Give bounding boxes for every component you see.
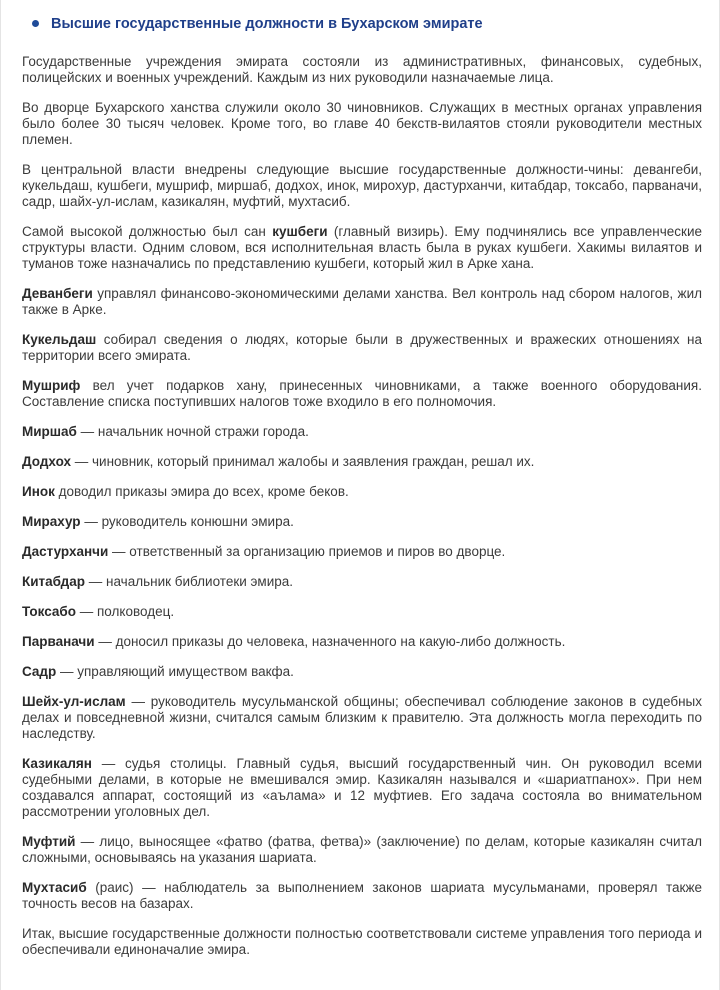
position-description: управлял финансово-экономическими делами ханства. Вел контроль над сбором налогов, жил также в Арке. (22, 286, 702, 317)
position-paragraph (22, 756, 702, 820)
bullet-dot-icon (32, 20, 39, 27)
position-term: Садр (22, 664, 57, 679)
position-term: Додхох (22, 454, 72, 469)
position-paragraph (22, 514, 702, 530)
position-term: Муфтий (22, 834, 76, 849)
position-description: — доносил приказы до человека, назначенного на какую-либо должность. (94, 634, 566, 649)
position-paragraph (22, 834, 702, 866)
position-term: Китабдар (22, 574, 85, 589)
position-description: — лицо, выносящее «фатво (фатва, фетва)» (заключение) по делам, которые казикалян считал сложными, основываясь на указания шариата. (22, 834, 702, 865)
paragraph-text: (главный визирь). Ему подчинялись все управленческие структуры власти. Одним словом, вся исполнительная власть была в руках кушбеги. Хакимы вилаятов и туманов тоже назначались по представлению кушбеги, который жил в Арке хана. (22, 224, 702, 271)
position-term: Казикалян (22, 756, 92, 771)
position-paragraph (22, 664, 702, 680)
position-description: — судья столицы. Главный судья, высший государственный чин. Он руководил всеми судебными делами, в которые не вмешивался эмир. Казикалян назывался и «шариатпанох». При нем создавался аппарат, состоящий из «аълама» и 12 муфтиев. Его задача состояла во внимательном рассмотрении уголовных дел. (22, 756, 702, 819)
intro-paragraph: Государственные учреждения эмирата состояли из административных, финансовых, судебных, полицейских и военных учреждений. Каждым из них руководили назначаемые лица. (22, 54, 702, 85)
position-description: — руководитель конюшни эмира. (80, 514, 294, 529)
position-paragraph (22, 454, 702, 470)
intro-paragraph: Во дворце Бухарского ханства служили около 30 чиновников. Служащих в местных органах управления было более 30 тысяч человек. Кроме того, во главе 40 бекств-вилаятов стояли руководители местных племен. (22, 100, 702, 147)
section-title: Высшие государственные должности в Бухарском эмирате (51, 16, 483, 32)
position-paragraph (22, 286, 702, 318)
position-term: Миршаб (22, 424, 77, 439)
section-header (22, 0, 702, 42)
position-term: Мирахур (22, 514, 81, 529)
position-description: доводил приказы эмира до всех, кроме беков. (54, 484, 349, 499)
position-paragraph (22, 604, 702, 620)
position-description: — ответственный за организацию приемов и пиров во дворце. (108, 544, 506, 559)
position-term: Токсабо (22, 604, 76, 619)
position-paragraph (22, 332, 702, 364)
position-description: собирал сведения о людях, которые были в дружественных и вражеских отношениях на территории всего эмирата. (22, 332, 702, 363)
position-paragraph (22, 574, 702, 590)
article-body (22, 42, 702, 958)
paragraph-text: Самой высокой должностью был сан (22, 224, 273, 239)
position-description: — руководитель мусульманской общины; обеспечивал соблюдение законов в судебных делах и повседневной жизни, считался самым близким к правителю. Эта должность могла переходить по наследству. (22, 694, 702, 741)
position-description: — полководец. (76, 604, 175, 619)
position-paragraph (22, 634, 702, 650)
position-term: Мушриф (22, 378, 81, 393)
position-description: — чиновник, который принимал жалобы и заявления граждан, решал их. (71, 454, 535, 469)
position-term: Шейх-ул-ислам (22, 694, 126, 709)
position-description: — управляющий имуществом вакфа. (56, 664, 294, 679)
position-paragraph (22, 484, 702, 500)
position-term: Инок (22, 484, 55, 499)
position-description: вел учет подарков хану, принесенных чиновниками, а также военного оборудования. Составление списка поступивших налогов тоже входило в его полномочия. (22, 378, 702, 409)
position-description: — начальник библиотеки эмира. (85, 574, 294, 589)
term-kushbegi: кушбеги (272, 224, 328, 239)
position-description: — начальник ночной стражи города. (76, 424, 309, 439)
intro-paragraph: В центральной власти внедрены следующие высшие государственные должности-чины: девангеби, кукельдаш, кушбеги, мушриф, миршаб, додхох, инок, мирохур, дастурханчи, китабдар, токсабо, парваначи, садр, шайх-ул-ислам, казикалян, муфтий, мухтасиб. (22, 162, 702, 209)
position-description: (раис) — наблюдатель за выполнением законов шариата мусульманами, проверял также точность весов на базарах. (22, 880, 702, 911)
position-term: Деванбеги (22, 286, 93, 301)
position-paragraph (22, 378, 702, 410)
position-paragraph (22, 424, 702, 440)
position-term: Кукельдаш (22, 332, 97, 347)
kushbegi-paragraph (22, 224, 702, 272)
position-paragraph (22, 544, 702, 560)
position-term: Мухтасиб (22, 880, 87, 895)
position-paragraph (22, 880, 702, 912)
position-paragraph (22, 694, 702, 742)
position-term: Парваначи (22, 634, 95, 649)
conclusion-paragraph: Итак, высшие государственные должности полностью соответствовали системе управления того периода и обеспечивали единоначалие эмира. (22, 926, 702, 957)
position-term: Дастурханчи (22, 544, 109, 559)
